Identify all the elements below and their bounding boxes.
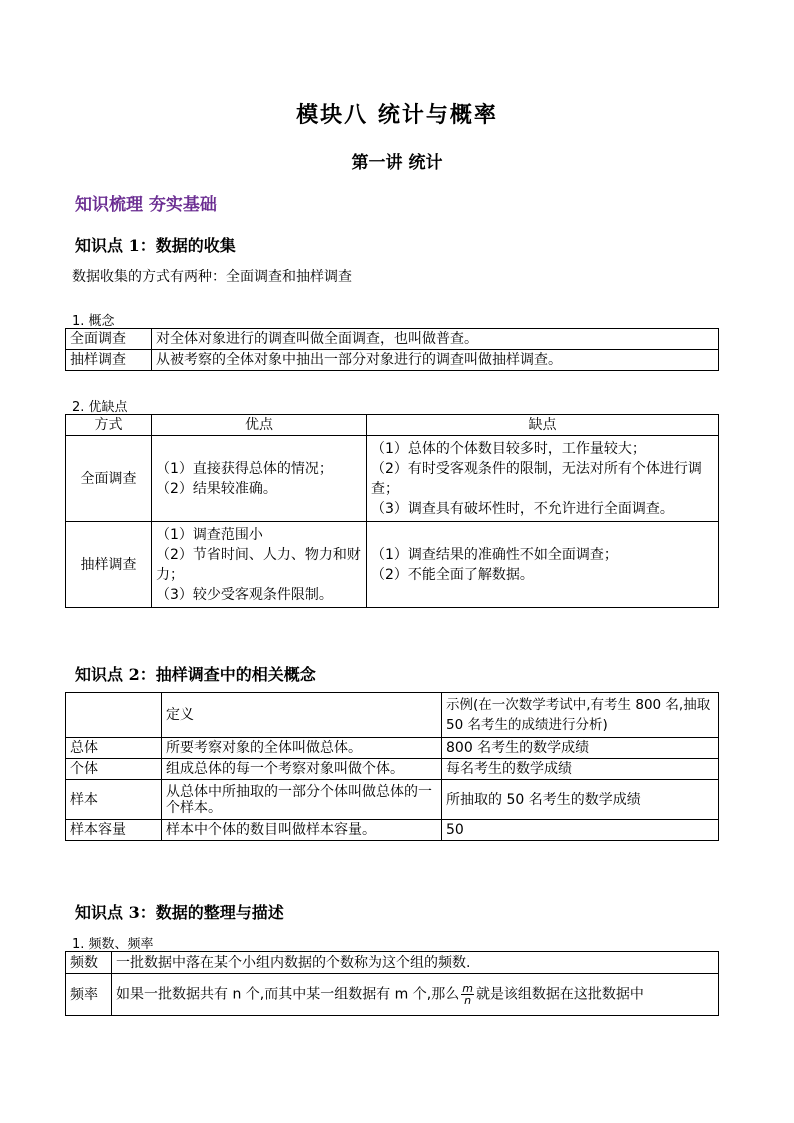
cons-item: （2）有时受客观条件的限制，无法对所有个体进行调查；: [371, 460, 702, 497]
relative-frequency-desc: [112, 974, 719, 1016]
header-definition: 定义: [162, 693, 442, 738]
table-row: [66, 974, 719, 1016]
concept-term: 个体: [66, 759, 162, 780]
kp2-heading: 知识点 2：抽样调查中的相关概念: [75, 665, 316, 684]
pros-cell: [152, 436, 367, 522]
concept-def: 样本中个体的数目叫做样本容量。: [162, 820, 442, 841]
pros-item: （3）较少受客观条件限制。: [156, 586, 333, 603]
concept-desc: 对全体对象进行的调查叫做全面调查，也叫做普查。: [152, 329, 719, 350]
relative-frequency-term: 频率: [66, 974, 112, 1016]
frequency-table: [65, 951, 719, 1016]
concept-term: 总体: [66, 738, 162, 759]
page-title: 模块八 统计与概率: [296, 102, 498, 128]
cons-item: （2）不能全面了解数据。: [371, 566, 534, 583]
desc-after: 就是该组数据在这批数据中: [475, 986, 644, 1003]
kp1-intro: 数据收集的方式有两种：全面调查和抽样调查: [72, 269, 352, 285]
table-row: [66, 820, 719, 841]
cons-cell: [367, 522, 719, 608]
table-header-row: [66, 693, 719, 738]
concept-example: 50: [442, 820, 719, 841]
concept-label: 1. 概念: [72, 314, 115, 329]
frequency-desc: 一批数据中落在某个小组内数据的个数称为这个组的频数.: [112, 952, 719, 974]
pros-item: （1）直接获得总体的情况；: [156, 460, 333, 477]
concept-term: 全面调查: [66, 329, 152, 350]
concept-desc: 从被考察的全体对象中抽出一部分对象进行的调查叫做抽样调查。: [152, 350, 719, 371]
concept-example: 800 名考生的数学成绩: [442, 738, 719, 759]
header-pros: 优点: [152, 415, 367, 436]
frequency-label: 1. 频数、频率: [72, 937, 154, 952]
method-cell: 全面调查: [66, 436, 152, 522]
cons-cell: [367, 436, 719, 522]
concept-def: 从总体中所抽取的一部分个体叫做总体的一个样本。: [162, 780, 442, 820]
fraction-m-over-n: [461, 983, 474, 1006]
sampling-concepts-table: [65, 692, 719, 841]
fraction-denominator: n: [464, 994, 472, 1007]
lecture-subtitle: 第一讲 统计: [351, 153, 443, 173]
table-row: [66, 522, 719, 608]
concept-term: 抽样调查: [66, 350, 152, 371]
concept-term: 样本容量: [66, 820, 162, 841]
method-cell: 抽样调查: [66, 522, 152, 608]
concept-table: [65, 328, 719, 371]
header-method: 方式: [66, 415, 152, 436]
frequency-term: 频数: [66, 952, 112, 974]
table-row: [66, 759, 719, 780]
pros-item: （2）结果较准确。: [156, 480, 277, 497]
table-row: [66, 329, 719, 350]
header-example: 示例(在一次数学考试中,有考生 800 名,抽取 50 名考生的成绩进行分析): [442, 693, 719, 738]
section-heading: 知识梳理 夯实基础: [75, 195, 217, 215]
kp3-heading: 知识点 3：数据的整理与描述: [75, 903, 284, 922]
cons-item: （1）调查结果的准确性不如全面调查；: [371, 546, 618, 563]
concept-def: 组成总体的每一个考察对象叫做个体。: [162, 759, 442, 780]
pros-cons-table: [65, 414, 719, 608]
kp1-heading: 知识点 1：数据的收集: [75, 236, 236, 255]
desc-before: 如果一批数据共有 n 个,而其中某一组数据有 m 个,那么: [116, 986, 460, 1003]
table-row: [66, 952, 719, 974]
concept-def: 所要考察对象的全体叫做总体。: [162, 738, 442, 759]
pros-item: （1）调查范围小: [156, 526, 263, 543]
fraction-numerator: m: [462, 982, 473, 995]
table-header-row: [66, 415, 719, 436]
table-row: [66, 738, 719, 759]
table-row: [66, 780, 719, 820]
concept-example: 所抽取的 50 名考生的数学成绩: [442, 780, 719, 820]
pros-cons-label: 2. 优缺点: [72, 400, 128, 415]
header-empty: [66, 693, 162, 738]
pros-cell: [152, 522, 367, 608]
cons-item: （3）调查具有破坏性时，不允许进行全面调查。: [371, 500, 674, 517]
table-row: [66, 436, 719, 522]
table-row: [66, 350, 719, 371]
cons-item: （1）总体的个体数目较多时，工作量较大；: [371, 440, 646, 457]
concept-example: 每名考生的数学成绩: [442, 759, 719, 780]
concept-term: 样本: [66, 780, 162, 820]
pros-item: （2）节省时间、人力、物力和财力；: [156, 546, 361, 583]
header-cons: 缺点: [367, 415, 719, 436]
